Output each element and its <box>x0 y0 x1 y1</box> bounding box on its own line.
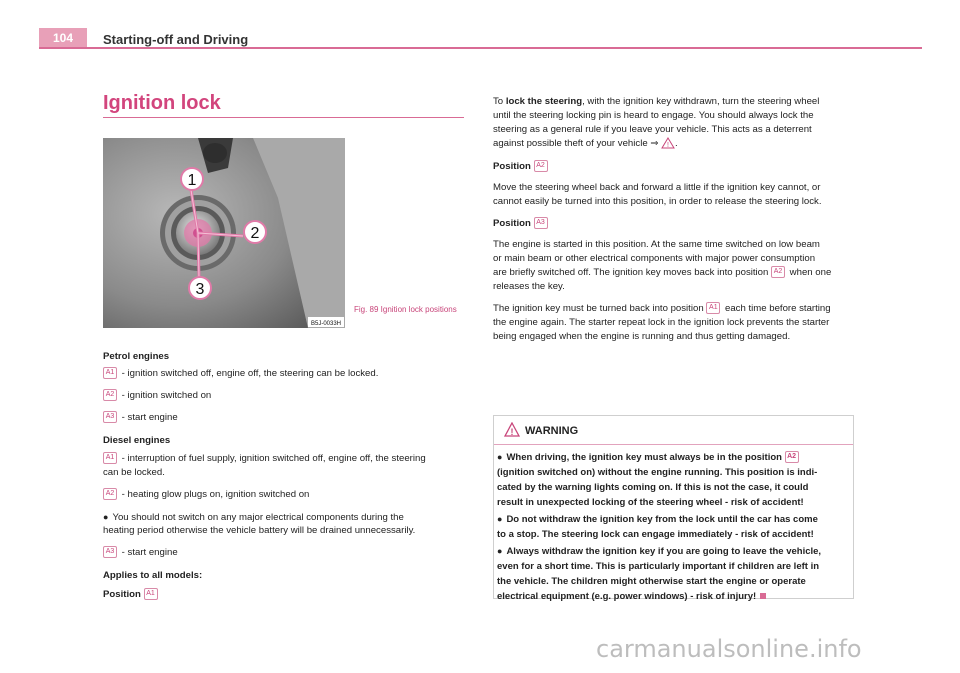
diesel-item-1-cont: can be locked. <box>103 467 165 478</box>
figure-code: B5J-0033H <box>310 321 342 327</box>
position-1-label: Position A1 <box>103 588 160 602</box>
warning-bullet-1-l2: (ignition switched on) without the engine running. This position is indi- <box>497 467 818 478</box>
warning-bullet-2: ● Do not withdraw the ignition key from the lock until the car has come <box>497 514 818 525</box>
p3-line3: are briefly switched off. The ignition key moves back into position A2 when one <box>493 267 832 278</box>
p1-line4: against possible theft of your vehicle ⇒ ! . <box>493 138 678 150</box>
warning-bullet-3-l4: electrical equipment (e.g. power windows) - risk of injury! <box>497 589 849 605</box>
position-marker: A2 <box>771 266 785 278</box>
warning-bullet-1-l3: cated by the warning lights coming on. If this is not the case, it could <box>497 482 809 493</box>
p2-line1: Move the steering wheel back and forward a little if the ignition key cannot, or <box>493 182 821 193</box>
position-marker: A2 <box>785 451 799 463</box>
warning-title: WARNING <box>525 425 579 437</box>
position-marker: A2 <box>103 389 117 401</box>
position-marker: A3 <box>103 411 117 423</box>
warning-bullet-3: ● Always withdraw the ignition key if you are going to leave the vehicle, <box>497 546 822 557</box>
svg-text:!: ! <box>667 142 670 150</box>
p3-line2: or main beam or other electrical components with major power consumption <box>493 253 816 264</box>
position-2-heading: Position A2 <box>493 160 550 174</box>
position-marker: A2 <box>103 488 117 500</box>
petrol-item-2: A2 - ignition switched on <box>103 389 211 403</box>
warning-bullet-2-l2: to a stop. The steering lock can engage immediately - risk of accident! <box>497 529 814 540</box>
callout-2 <box>244 221 266 243</box>
diesel-item-2: A2 - heating glow plugs on, ignition switched on <box>103 488 309 502</box>
page-title: Ignition lock <box>103 92 221 114</box>
page-header <box>0 0 960 52</box>
p3-line4: releases the key. <box>493 281 565 292</box>
warning-bullet-3-l3: the vehicle. The children might otherwise start the engine or operate <box>497 576 806 587</box>
watermark: carmanualsonline.info <box>596 635 862 663</box>
svg-text:2: 2 <box>250 225 260 242</box>
p4-line1: The ignition key must be turned back into position A1 each time before starting <box>493 303 831 314</box>
position-marker: A3 <box>103 546 117 558</box>
header-rule <box>39 47 922 49</box>
page-number: 104 <box>39 28 87 48</box>
ignition-lock-photo <box>103 138 345 328</box>
diesel-item-1: A1 - interruption of fuel supply, ignition switched off, engine off, the steering <box>103 452 426 466</box>
petrol-title: Petrol engines <box>103 351 170 362</box>
callout-1 <box>181 168 203 190</box>
position-marker: A1 <box>103 452 117 464</box>
position-marker: A1 <box>706 302 720 314</box>
position-marker: A2 <box>534 160 548 172</box>
section-title: Starting-off and Driving <box>103 32 249 47</box>
p4-line3: being engaged when the engine is running and thus getting damaged. <box>493 331 791 342</box>
warning-icon <box>504 422 520 438</box>
callout-3 <box>189 277 211 299</box>
p2-line2: cannot easily be turned into this position, in order to release the steering lock. <box>493 196 822 207</box>
diesel-note: ● You should not switch on any major electrical components during the <box>103 512 404 523</box>
warning-box <box>493 415 854 602</box>
p1-line1: To lock the steering, with the ignition key withdrawn, turn the steering wheel <box>493 96 820 107</box>
position-marker: A3 <box>534 217 548 229</box>
position-marker: A1 <box>103 367 117 379</box>
p1-line3: steering as a general rule if you leave your vehicle. This acts as a deterrent <box>493 124 812 135</box>
position-marker: A1 <box>144 588 158 600</box>
svg-text:3: 3 <box>195 281 205 298</box>
position-3-heading: Position A3 <box>493 217 550 231</box>
diesel-title: Diesel engines <box>103 435 171 446</box>
end-marker <box>760 593 766 599</box>
heading-rule <box>103 117 464 118</box>
warning-icon <box>661 137 675 149</box>
petrol-item-3: A3 - start engine <box>103 411 178 425</box>
applies-title: Applies to all models: <box>103 570 203 581</box>
diesel-item-3: A3 - start engine <box>103 546 178 560</box>
petrol-item-1: A1 - ignition switched off, engine off, the steering can be locked. <box>103 367 378 381</box>
p4-line2: the engine again. The starter repeat lock in the ignition lock prevents the starter <box>493 317 830 328</box>
figure-caption: Fig. 89 Ignition lock positions <box>354 305 457 314</box>
warning-bullet-1-l4: result in unexpected locking of the steering wheel - risk of accident! <box>497 497 804 508</box>
p3-line1: The engine is started in this position. At the same time switched on low beam <box>493 239 820 250</box>
diesel-note-cont: heating period otherwise the vehicle battery will be drained unnecessarily. <box>103 525 416 536</box>
svg-text:1: 1 <box>187 172 197 189</box>
p1-line2: until the steering locking pin is heard to engage. You should always lock the <box>493 110 814 121</box>
warning-bullet-1: ● When driving, the ignition key must always be in the position A2 <box>497 450 849 466</box>
warning-header <box>494 416 853 445</box>
svg-text:!: ! <box>510 427 514 437</box>
warning-bullet-3-l2: even for a short time. This is particularly important if children are left in <box>497 561 820 572</box>
